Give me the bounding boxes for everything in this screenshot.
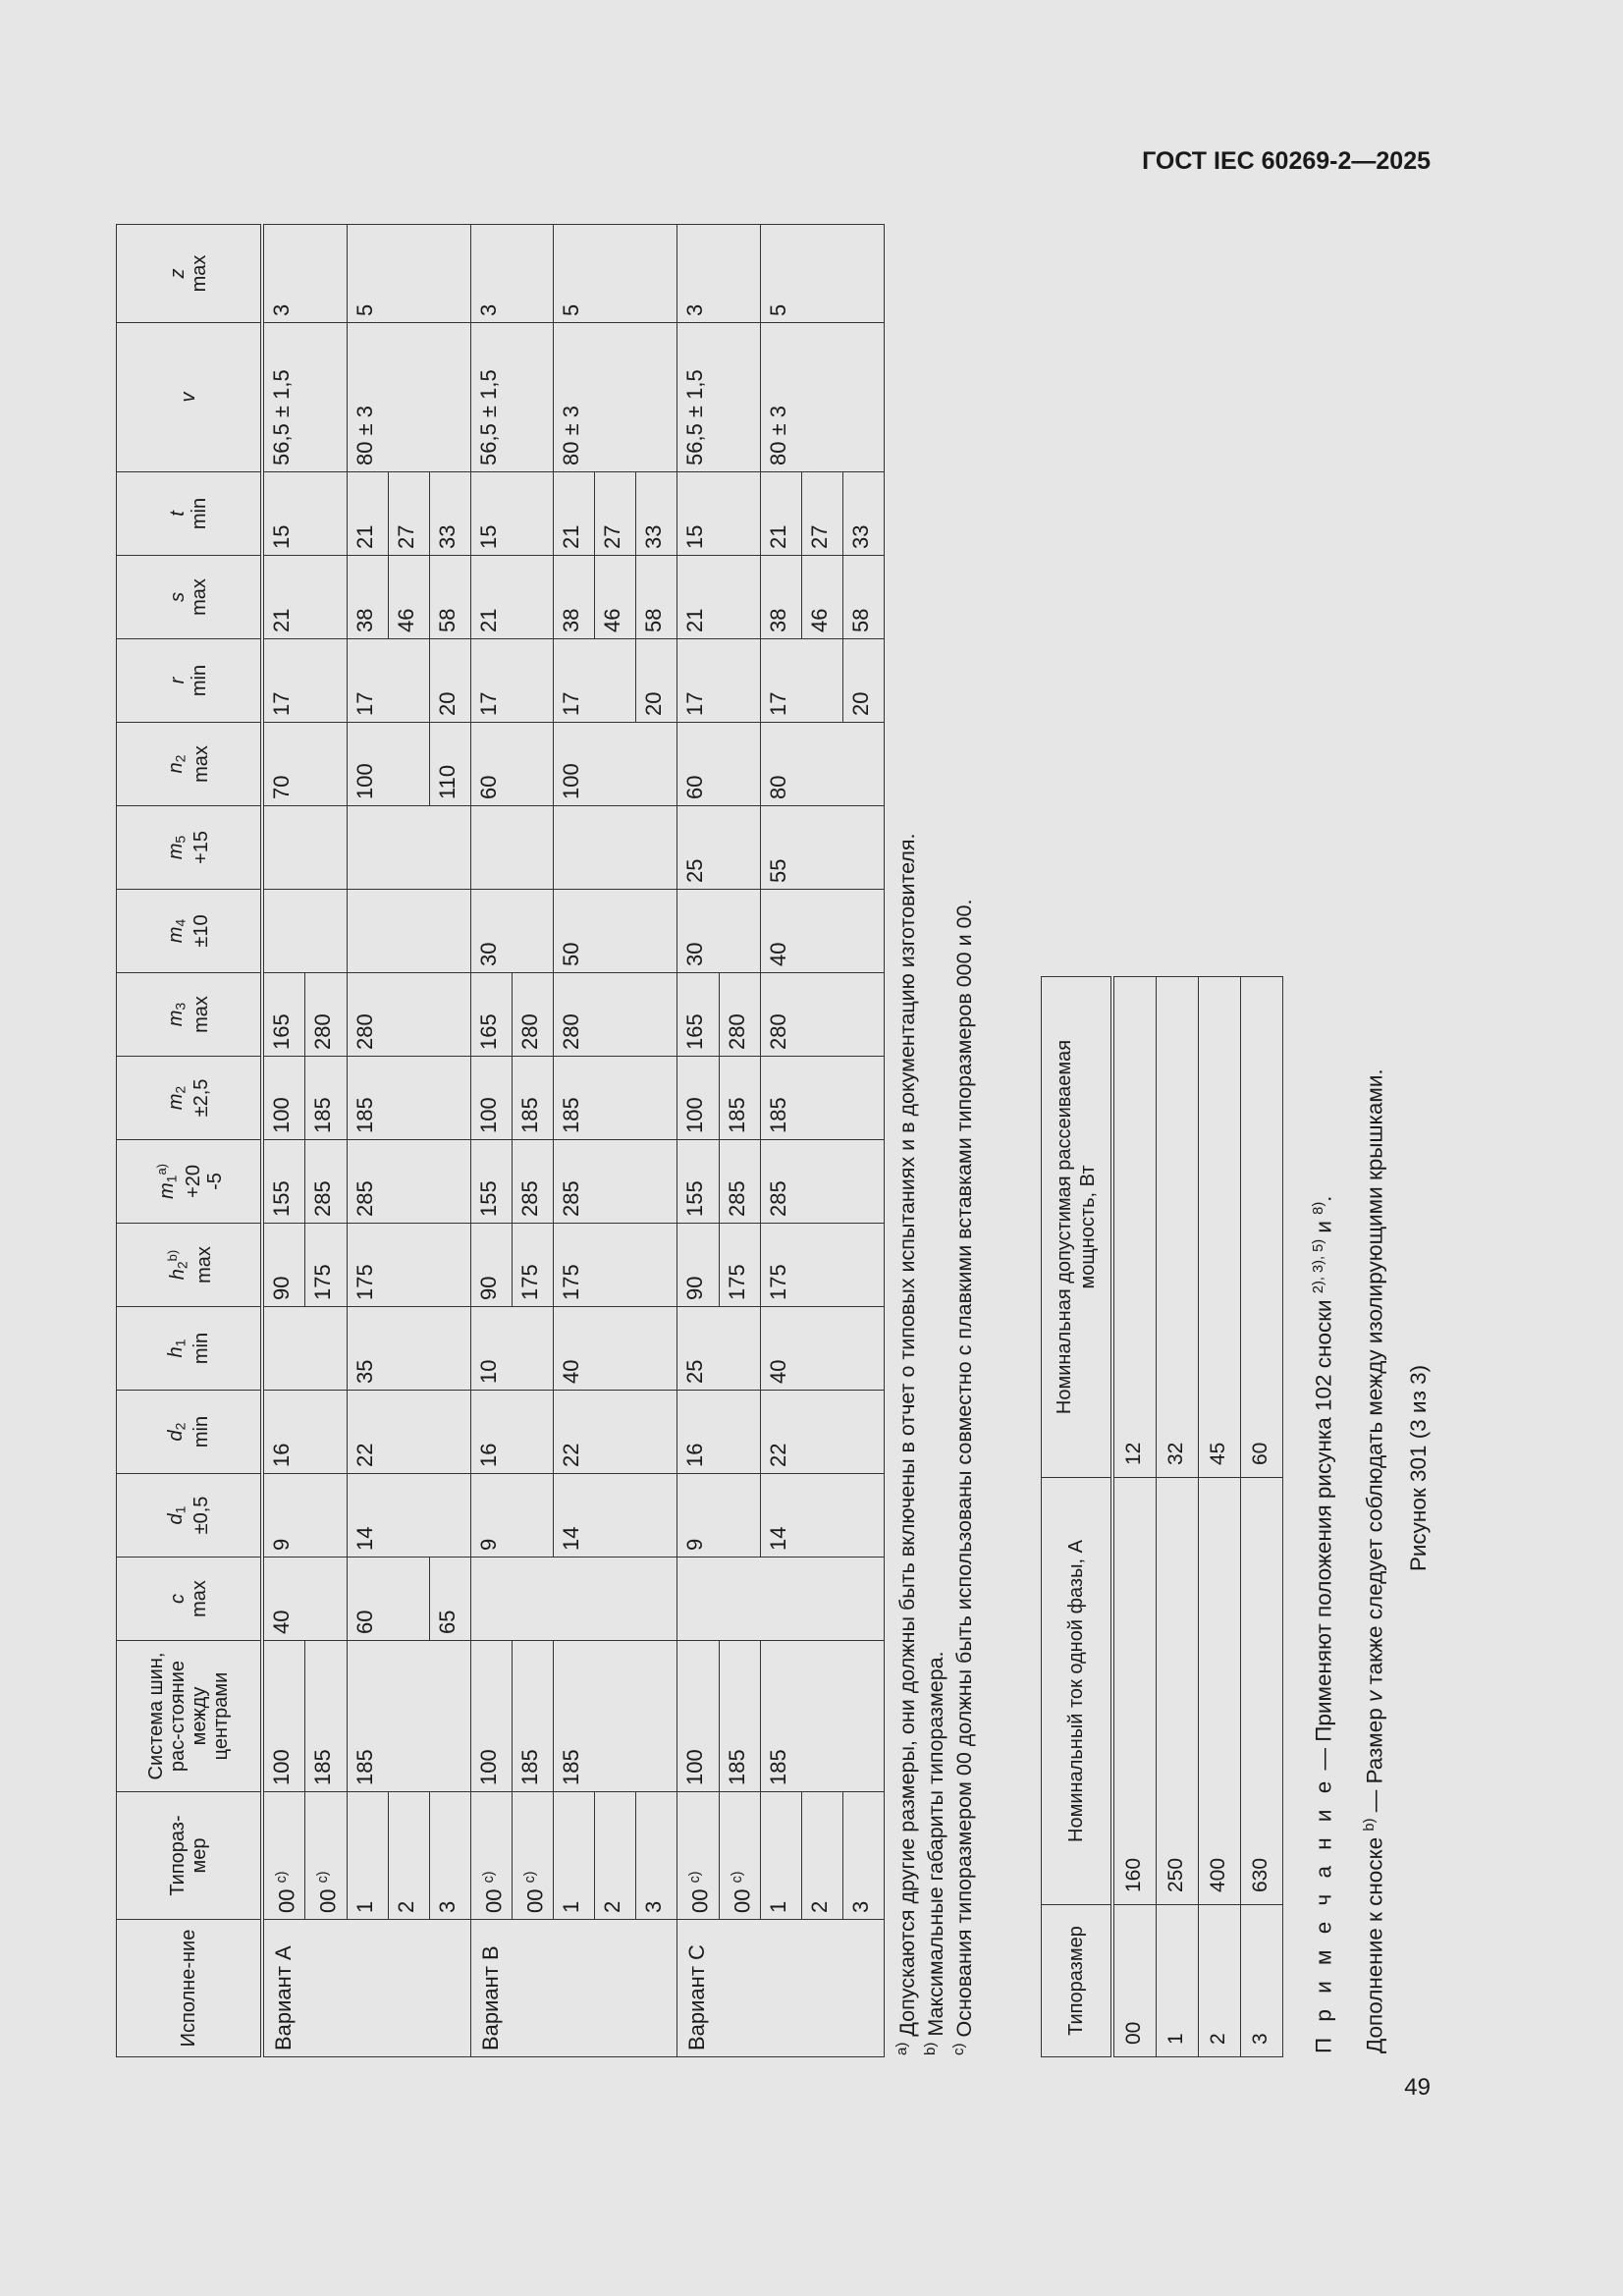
table-cell: 30 [677,890,761,973]
table-cell: 155 [470,1140,512,1224]
table-cell: 165 [470,973,512,1057]
addition-line: Дополнение к сноске $^{b)}$ — Размер v также следует соблюдать между изолирующими крышками. [1361,1068,1386,2053]
table-cell: 175 [760,1224,884,1307]
table-cell: 175 [512,1224,553,1307]
tiporazmer-cell: 00 $^{c)}$ [677,1792,719,1920]
table-cell: 21 [262,556,347,639]
table-cell: 12 [1112,977,1157,1478]
table-cell [347,806,470,890]
col-header-tiporazmer: Типораз-мер [117,1792,263,1920]
table-cell: 100 [262,1641,305,1792]
col-header-m2: $m_2$ ±2,5 [117,1057,263,1140]
table-row [470,225,512,2057]
table-cell: 21 [470,556,554,639]
table-cell: 400 [1199,1478,1241,1905]
table-cell: 155 [677,1140,719,1224]
variant-name-cell: Вариант B [470,1920,677,2057]
table-cell: 58 [429,556,470,639]
table-cell [262,890,347,973]
table-cell: 100 [554,723,677,806]
table-cell [347,890,470,973]
table-cell: 33 [842,472,884,556]
table-cell: 56,5 ± 1,5 [677,323,761,472]
col-header-m3: $m_3$ max [117,973,263,1057]
footnote-a: $^{a)}$ Допускаются другие размеры, они должны быть включены в отчет о типовых испытаниях и в документацию изготовителя. [893,833,920,2055]
footnote-c: $^{c)}$ Основания типоразмером 00 должны быть использованы совместно с плавкими вставками типоразмеров 000 и 00. [950,899,977,2055]
table-cell: 9 [262,1474,305,1558]
table-cell: 280 [347,973,470,1057]
tiporazmer-cell: 00 $^{c)}$ [305,1792,347,1920]
tiporazmer-cell: 1 [347,1792,388,1920]
table-cell: 40 [554,1307,677,1391]
table-cell: 17 [347,639,429,723]
dimensions-table [116,224,885,2057]
tiporazmer-cell: 2 [388,1792,429,1920]
table-cell: 50 [554,890,677,973]
table-cell: 90 [262,1224,305,1307]
table-row [1199,977,1241,2057]
table-cell: 3 [470,225,554,323]
table-cell: 56,5 ± 1,5 [262,323,347,472]
table-cell: 165 [677,973,719,1057]
table-row [1241,977,1283,2057]
tiporazmer-cell: 3 [429,1792,470,1920]
table-cell: 80 ± 3 [554,323,677,472]
col-header-d1: $d_1$ ±0,5 [117,1474,263,1558]
table-cell: 35 [347,1307,470,1391]
table-cell: 60 [677,723,761,806]
tiporazmer-cell: 2 [801,1792,842,1920]
footnote-b: $^{b)}$ Максимальные габариты типоразмера. [922,1651,948,2055]
table-cell: 280 [554,973,677,1057]
variant-name-cell: Вариант A [262,1920,470,2057]
table-cell: 17 [554,639,636,723]
table-header-row [1042,977,1113,2057]
table-cell: 80 [760,723,884,806]
col-header-m4: $m_4$ ±10 [117,890,263,973]
table-cell: 21 [760,472,801,556]
table-cell: 38 [347,556,388,639]
table-cell: 280 [305,973,347,1057]
note-line: П р и м е ч а н и е — Применяют положения рисунка 102 сноски $^{2), 3), 5)}$ и $^{8)}$. [1311,1195,1336,2053]
table-cell: 285 [347,1140,470,1224]
table-cell: 17 [760,639,842,723]
table-cell: 185 [305,1641,347,1792]
table-cell [470,1558,677,1641]
table-cell: 17 [262,639,347,723]
figure-caption: Рисунок 301 (3 из 3) [1406,1364,1431,1572]
table-cell: 185 [719,1057,760,1140]
table-cell: 25 [677,806,761,890]
table-row [262,225,305,2057]
table-cell: 16 [677,1391,761,1474]
table-cell: 21 [347,472,388,556]
table-cell: 60 [347,1558,429,1641]
table-cell: 17 [470,639,554,723]
table-cell: 40 [760,890,884,973]
table-cell: 100 [677,1641,719,1792]
table-row [554,225,595,2057]
table-footnotes [891,231,976,2057]
table-cell: 22 [347,1391,470,1474]
tiporazmer-cell: 00 $^{c)}$ [262,1792,305,1920]
table-cell: 22 [760,1391,884,1474]
table-row [760,225,801,2057]
table-cell: 100 [347,723,429,806]
table-cell: 3 [1241,1905,1283,2057]
col-header-power: Номинальная допустимая рассеиваемая мощность, Вт [1042,977,1113,1478]
table-cell [262,1307,347,1391]
col-header-n2: $n_2$ max [117,723,263,806]
table-cell: 185 [760,1641,884,1792]
table-cell: 21 [554,472,595,556]
table-cell: 185 [554,1057,677,1140]
table-cell: 56,5 ± 1,5 [470,323,554,472]
rotated-main-table-block [116,231,1019,2057]
table-cell: 20 [429,639,470,723]
col-header-m5: $m_5$ +15 [117,806,263,890]
table-cell: 285 [512,1140,553,1224]
table-cell: 185 [347,1641,470,1792]
col-header-c: c max [117,1558,263,1641]
table-cell: 33 [636,472,677,556]
table-cell: 2 [1199,1905,1241,2057]
table-cell: 100 [470,1057,512,1140]
table-row [1112,977,1157,2057]
table-cell: 9 [470,1474,554,1558]
col-header-sistema: Система шин, рас-стояние между центрами [117,1641,263,1792]
table-cell: 160 [1112,1478,1157,1905]
table-cell: 27 [388,472,429,556]
col-header-r: r min [117,639,263,723]
table-cell: 280 [760,973,884,1057]
table-cell: 280 [512,973,553,1057]
table-cell: 10 [470,1307,554,1391]
table-cell: 285 [554,1140,677,1224]
tiporazmer-cell: 00 $^{c)}$ [470,1792,512,1920]
table-cell: 40 [262,1558,305,1641]
table-cell: 175 [305,1224,347,1307]
table-cell: 3 [677,225,761,323]
col-header-current: Номинальный ток одной фазы, А [1042,1478,1113,1905]
tiporazmer-cell: 3 [636,1792,677,1920]
table-cell: 185 [512,1641,553,1792]
table-cell [677,1558,885,1641]
tiporazmer-cell: 1 [554,1792,595,1920]
table-cell: 175 [719,1224,760,1307]
table-row [347,225,388,2057]
table-cell: 100 [470,1641,512,1792]
table-cell: 185 [347,1057,470,1140]
table-cell [305,1558,347,1641]
power-dissipation-table [1041,976,1283,2057]
table-cell: 165 [262,973,305,1057]
table-cell: 65 [429,1558,470,1641]
table-cell: 46 [388,556,429,639]
table-cell: 00 [1112,1905,1157,2057]
table-cell: 25 [677,1307,761,1391]
tiporazmer-cell: 3 [842,1792,884,1920]
table-cell: 16 [470,1391,554,1474]
table-cell: 80 ± 3 [347,323,470,472]
table-cell: 21 [677,556,761,639]
table-cell: 40 [760,1307,884,1391]
col-header-z: z max [117,225,263,323]
table-cell: 20 [636,639,677,723]
table-cell: 1 [1157,1905,1199,2057]
col-header-t: t min [117,472,263,556]
col-header-h2: $h_2^{b)}$ max [117,1224,263,1307]
table-cell: 185 [305,1057,347,1140]
rotated-caption-block [1404,879,1443,2057]
table-cell: 27 [801,472,842,556]
table-cell: 15 [262,472,347,556]
tiporazmer-cell: 00 $^{c)}$ [512,1792,553,1920]
table-cell: 55 [760,806,884,890]
table-cell: 250 [1157,1478,1199,1905]
table-cell: 175 [554,1224,677,1307]
table-cell: 285 [760,1140,884,1224]
table-cell: 3 [262,225,347,323]
table-cell: 17 [677,639,761,723]
table-cell: 90 [470,1224,512,1307]
table-cell: 175 [347,1224,470,1307]
table-cell: 58 [636,556,677,639]
table-cell [305,1474,347,1558]
col-header-m1: $m_1^{a)}$ +20 -5 [117,1140,263,1224]
table-cell [262,806,347,890]
table-cell [305,1391,347,1474]
col-header-ispolnenie: Исполне-ние [117,1920,263,2057]
table-cell: 45 [1199,977,1241,1478]
tiporazmer-cell: 2 [595,1792,636,1920]
table-cell: 100 [677,1057,719,1140]
table-cell: 14 [554,1474,677,1558]
table-cell: 58 [842,556,884,639]
tiporazmer-cell: 1 [760,1792,801,1920]
table-row [677,225,719,2057]
tiporazmer-cell: 00 $^{c)}$ [719,1792,760,1920]
table-cell: 185 [512,1057,553,1140]
table-cell: 280 [719,973,760,1057]
table-cell: 110 [429,723,470,806]
table-cell: 5 [554,225,677,323]
page-number: 49 [1404,2074,1431,2101]
table-cell: 38 [554,556,595,639]
document-header: ГОСТ IEC 60269-2—2025 [1142,147,1431,175]
table-cell: 80 ± 3 [760,323,884,472]
table-cell: 60 [1241,977,1283,1478]
table-cell [554,806,677,890]
table-cell: 185 [719,1641,760,1792]
table-cell: 30 [470,890,554,973]
col-header-h1: $h_1$ min [117,1307,263,1391]
col-header-tiporazmer: Типоразмер [1042,1905,1113,2057]
table-cell: 15 [470,472,554,556]
table-cell: 14 [347,1474,470,1558]
table-cell: 9 [677,1474,761,1558]
table-cell: 32 [1157,977,1199,1478]
table-cell: 630 [1241,1478,1283,1905]
table-cell: 33 [429,472,470,556]
table-cell: 20 [842,639,884,723]
table-cell: 60 [470,723,554,806]
table-cell: 5 [760,225,884,323]
table-cell: 185 [760,1057,884,1140]
table-cell: 15 [677,472,761,556]
table-row [1157,977,1199,2057]
table-cell: 46 [595,556,636,639]
table-header-row [117,225,263,2057]
table-cell: 16 [262,1391,305,1474]
col-header-v: v [117,323,263,472]
table-cell: 100 [262,1057,305,1140]
table-cell: 185 [554,1641,677,1792]
table-cell: 285 [305,1140,347,1224]
table-cell: 155 [262,1140,305,1224]
table-cell: 285 [719,1140,760,1224]
col-header-s: s max [117,556,263,639]
table-cell: 38 [760,556,801,639]
table-cell: 27 [595,472,636,556]
col-header-d2: $d_2$ min [117,1391,263,1474]
table-cell: 5 [347,225,470,323]
table-cell: 90 [677,1224,719,1307]
variant-name-cell: Вариант C [677,1920,885,2057]
table-cell [470,806,554,890]
table-cell: 22 [554,1391,677,1474]
table-cell: 46 [801,556,842,639]
table-cell: 70 [262,723,347,806]
table-cell: 14 [760,1474,884,1558]
